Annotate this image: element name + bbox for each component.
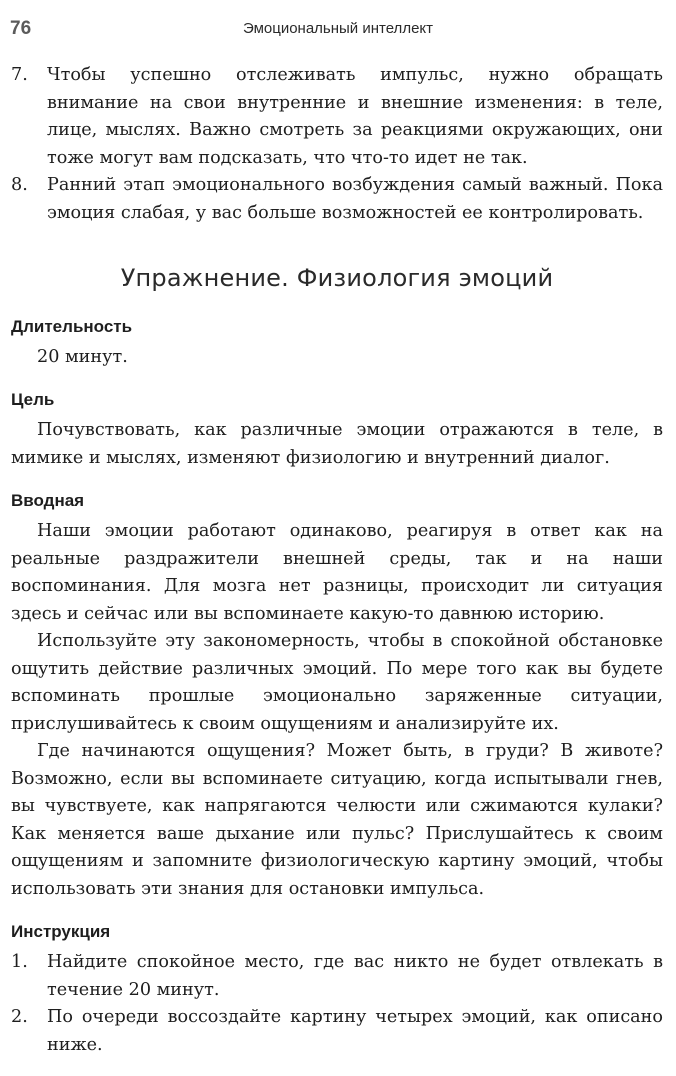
list-item [11,1004,663,1059]
intro-paragraph: Используйте эту закономерность, чтобы в спокойной обстановке ощутить действие различных эмоций. По мере того как вы будете вспоминать прошлые эмоционально заряженные ситуации, прислушивайтесь к своим ощущениям и анализируйте их. [11,631,663,734]
instructions-list [11,949,663,1059]
list-item [11,62,663,172]
list-item [11,172,663,227]
duration-heading: Длительность [11,316,133,336]
list-item [11,949,663,1004]
goal-text: Почувствовать, как различные эмоции отражаются в теле, в мимике и мыслях, изменяют физиологию и внутренний диалог. [11,420,663,468]
page-number: 76 [10,18,32,39]
running-title: Эмоциональный интеллект [242,20,434,37]
intro-paragraph: Где начинаются ощущения? Может быть, в груди? В животе? Возможно, если вы вспоминаете ситуацию, когда испытывали гнев, вы чувствуете, как напрягаются челюсти или сжимаются кулаки? Как меняется ваше дыхание или пульс? Прислушайтесь к своим ощущениям и запомните физиологическую картину эмоций, чтобы использовать эти знания для остановки импульса. [11,741,663,899]
intro-paragraph: Наши эмоции работают одинаково, реагируя в ответ как на реальные раздражители внешней среды, так и на наши воспоминания. Для мозга нет разницы, происходит ли ситуация здесь и сейчас или вы вспоминаете какую-то давнюю историю. [11,521,663,624]
duration-section [11,315,663,372]
list-item-number: 8. [11,175,28,195]
list-item-text: Ранний этап эмоционального возбуждения самый важный. Пока эмоция слабая, у вас больше возможностей ее контролировать. [47,175,663,223]
exercise-title: Упражнение. Физиология эмоций [120,264,554,292]
goal-heading: Цель [11,390,55,409]
intro-list [11,62,663,227]
running-header [10,14,666,44]
instructions-section [11,920,663,1059]
duration-text: 20 минут. [37,346,128,367]
list-item-number: 2. [11,1007,28,1027]
list-item-text: По очереди воссоздайте картину четырех эмоций, как описано ниже. [47,1007,663,1055]
list-item-text: Чтобы успешно отслеживать импульс, нужно обращать внимание на свои внутренние и внешние изменения: в теле, лице, мыслях. Важно смотреть за реакциями окружающих, они тоже могут вам подсказать, что что-то идет не так. [47,65,663,168]
intro-section [11,489,663,903]
list-item-number: 1. [11,952,28,972]
intro-heading: Вводная [11,491,85,510]
instructions-heading: Инструкция [11,922,111,941]
list-item-number: 7. [11,65,28,85]
page-content [11,62,663,1076]
list-item-text: Найдите спокойное место, где вас никто не будет отвлекать в течение 20 минут. [47,952,663,1000]
goal-section [11,388,663,472]
